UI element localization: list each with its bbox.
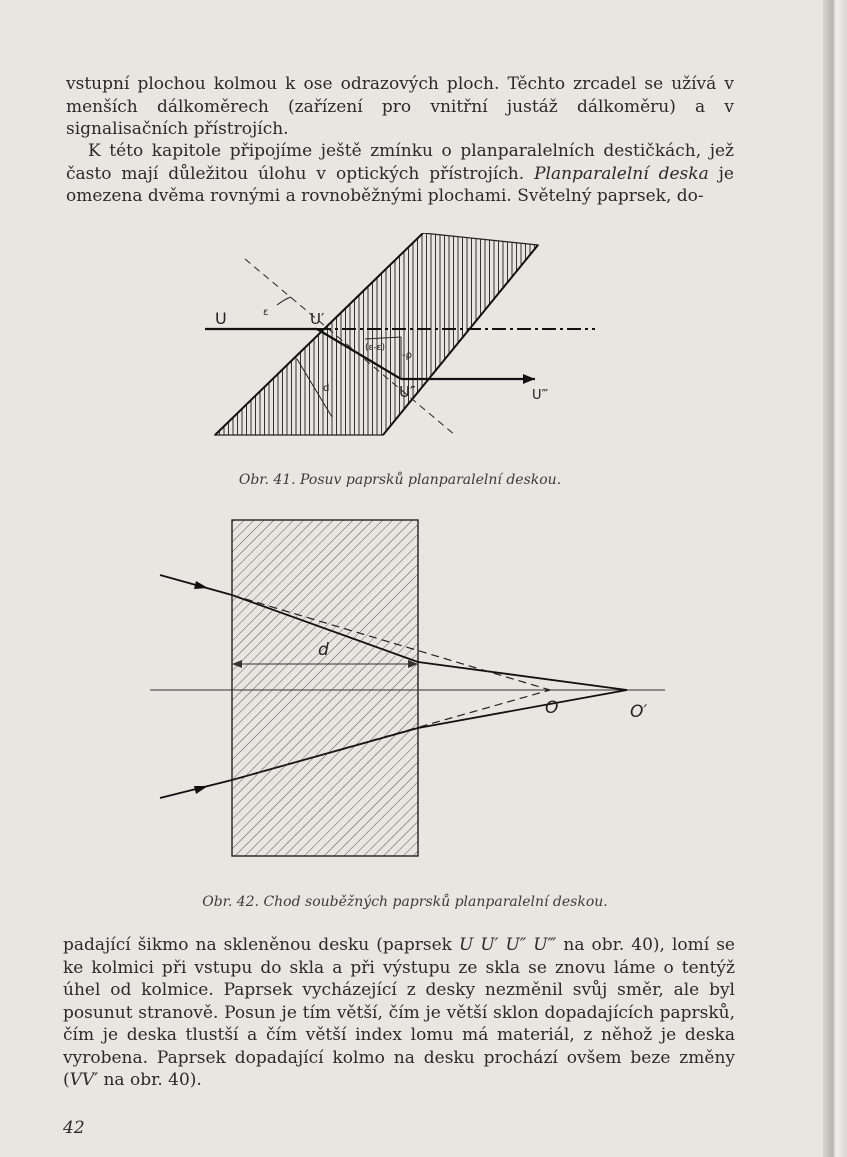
figure-41-diagram	[205, 233, 605, 458]
exit-ray-arrow	[523, 374, 535, 384]
glass-plate	[215, 233, 538, 435]
upper-exit-ray	[418, 662, 627, 690]
label-eps: ε	[263, 307, 269, 318]
p3-text-c: na obr. 40).	[98, 1070, 202, 1090]
p2-text-a: K této kapitole připojíme ještě zmínku o planparalelních destičkách, jež často mají důležitou úlohu v optických přístrojích.	[66, 141, 734, 184]
page-number: 42	[63, 1118, 85, 1138]
label-u1: U′	[310, 310, 325, 328]
upper-incident-arrow	[194, 581, 208, 589]
figure-41-caption: Obr. 41. Posuv paprsků planparalelní deskou.	[238, 472, 562, 488]
paragraph-planparallel	[66, 140, 734, 208]
figure-42-caption: Obr. 42. Chod souběžných paprsků planparalelní deskou.	[202, 894, 608, 910]
figure-42-diagram	[150, 505, 670, 865]
p3-text-b: na obr. 40), lomí se ke kolmici při vstupu do skla a při výstupu ze skla se znovu láme o tentýž úhel od kolmice. Paprsek vycházející z desky nezměnil svůj směr, ale byl posunut stranově. Posun je tím větší, čím je větší sklon dopadajících paprsků, čím je deska tlustší a čím větší index lomu má materiál, z něhož je deska vyrobena. Paprsek dopadající kolmo na desku prochází ovšem beze změny (	[63, 935, 735, 1090]
label-o1: O′	[630, 702, 648, 722]
p3-emphasis-vv: VV′	[69, 1070, 99, 1090]
lower-incident-arrow	[194, 786, 208, 794]
label-u: U	[215, 309, 227, 328]
label-u2: U″	[399, 383, 416, 401]
label-o: O	[545, 698, 559, 718]
label-eps-minus-rho: (ε-ε)	[365, 343, 385, 353]
page-edge-shadow	[823, 0, 847, 1157]
paragraph-explanation	[63, 934, 735, 1092]
p3-text-a: padající šikmo na skleněnou desku (paprsek	[63, 935, 459, 955]
paragraph-intro: vstupní plochou kolmou k ose odrazových ploch. Těchto zrcadel se užívá v menších dálkoměrech (zařízení pro vnitřní justáž dálkoměru) a v signalisačních přístrojích.	[66, 74, 734, 139]
glass-plate	[232, 520, 418, 856]
p2-emphasis: Planparalelní deska	[534, 163, 709, 184]
label-u3: U‴	[532, 388, 549, 403]
angle-arc-eps	[277, 297, 291, 305]
p2-text-b: je omezena dvěma rovnými a rovnoběžnými plochami. Světelný paprsek, do-	[66, 163, 734, 206]
lower-exit-ray	[418, 690, 627, 728]
label-d: d	[323, 383, 330, 394]
label-rho: -ρ	[402, 350, 412, 361]
label-d: d	[318, 640, 329, 660]
p3-emphasis-rays: U U′ U″ U‴	[459, 935, 557, 955]
